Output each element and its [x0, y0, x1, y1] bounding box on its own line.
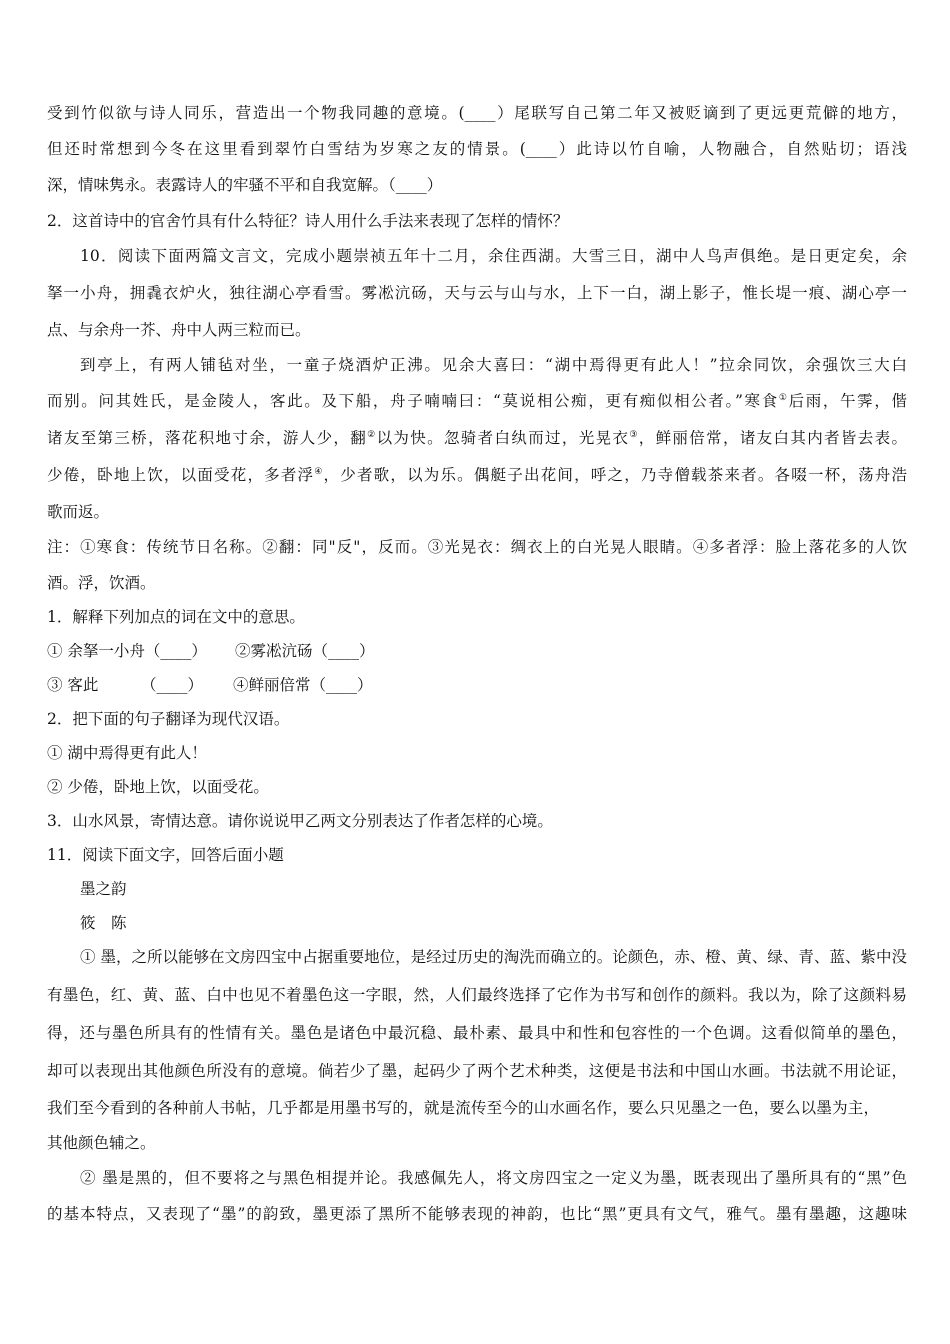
- word-item-1: ① 余拏一小舟（____）: [47, 642, 207, 660]
- footnotes-line-1: 注：①寒食：传统节日名称。②翻：同"反"，反而。③光晃衣：绸衣上的白光晃人眼睛。④多者浮：脸上落花多的人饮: [47, 538, 907, 556]
- article-para-1-line-1: ① 墨，之所以能够在文房四宝中占据重要地位，是经过历史的淘洗而确立的。论颜色，赤、橙、黄、绿、青、蓝、紫中没: [80, 948, 907, 966]
- article-author: 筱 陈: [80, 914, 127, 932]
- word-item-row-2: [47, 675, 373, 695]
- passage-text: 以为快。忽骑者白纨而过，光晃衣: [376, 429, 630, 447]
- word-item-3: ③ 客此: [47, 676, 99, 694]
- poem-analysis-line-1: 受到竹似欲与诗人同乐，营造出一个物我同趣的意境。(____）尾联写自己第二年又被贬谪到了更远更荒僻的地方，: [47, 104, 907, 122]
- article-para-2-line-1: ② 墨是黑的，但不要将之与黑色相提并论。我感佩先人，将文房四宝之一定义为墨，既表现出了墨所具有的“黑”色: [80, 1169, 907, 1187]
- passage-b-line-4: [47, 465, 907, 485]
- passage-text: 后雨，午霁，偕: [788, 392, 907, 410]
- sub-question-3: 3．山水风景，寄情达意。请你说说甲乙两文分别表达了作者怎样的心境。: [47, 812, 553, 830]
- passage-a-line-2: 拏一小舟，拥毳衣炉火，独往湖心亭看雪。雾凇沆砀，天与云与山与水，上下一白，湖上影子，惟长堤一痕、湖心亭一: [47, 284, 907, 302]
- word-item-3-blank: （____）: [141, 676, 204, 694]
- footnote-mark-4: ④: [314, 467, 324, 477]
- footnote-mark-1: ①: [778, 393, 789, 403]
- passage-b-line-2: [47, 391, 907, 411]
- footnotes-line-2: 酒。浮，饮酒。: [47, 574, 156, 592]
- passage-a-line-3: 点、与余舟一芥、舟中人两三粒而已。: [47, 321, 311, 339]
- article-para-2-line-2: 的基本特点，又表现了“墨”的韵致，墨更添了黑所不能够表现的神韵，也比“黑”更具有文气，雅气。墨有墨趣，这趣味: [47, 1205, 907, 1223]
- footnote-mark-3: ③: [629, 430, 639, 440]
- passage-text: ，鲜丽倍常，诸友白其内者皆去表。: [638, 429, 907, 447]
- translate-item-2: ② 少倦，卧地上饮，以面受花。: [47, 778, 269, 796]
- sub-question-2: 2．把下面的句子翻译为现代汉语。: [47, 710, 290, 728]
- article-para-1-line-5: 我们至今看到的各种前人书帖，几乎都是用墨书写的，就是流传至今的山水画名作，要么只见墨之一色，要么以墨为主，: [47, 1099, 879, 1117]
- footnote-mark-2: ②: [367, 430, 377, 440]
- passage-b-line-3: [47, 428, 907, 448]
- question-2-poem: 2．这首诗中的官舍竹具有什么特征？诗人用什么手法来表现了怎样的情怀？: [47, 212, 569, 230]
- sub-question-1: 1．解释下列加点的词在文中的意思。: [47, 608, 305, 626]
- word-item-row-1: [47, 641, 374, 661]
- article-title: 墨之韵: [80, 880, 127, 898]
- article-para-1-line-3: 得，还与墨色所具有的性情有关。墨色是诸色中最沉稳、最朴素、最具中和性和包容性的一个色调。这看似简单的墨色，: [47, 1024, 907, 1042]
- article-para-1-line-6: 其他颜色辅之。: [47, 1134, 156, 1152]
- passage-text: 诸友至第三桥，落花积地寸余，游人少，翻: [47, 429, 368, 447]
- question-10-intro: 10．阅读下面两篇文言文，完成小题崇祯五年十二月，余住西湖。大雪三日，湖中人鸟声俱绝。是日更定矣，余: [80, 247, 907, 265]
- word-item-2: ②雾凇沆砀（____）: [234, 642, 375, 660]
- passage-text: ，少者歌，以为乐。偶艇子出花间，呼之，乃寺僧载茶来者。各啜一杯，荡舟浩: [323, 466, 907, 484]
- poem-analysis-line-3: 深，情味隽永。表露诗人的牢骚不平和自我宽解。（____）: [47, 176, 443, 194]
- passage-b-line-5: 歌而返。: [47, 503, 110, 521]
- translate-item-1: ① 湖中焉得更有此人！: [47, 744, 207, 762]
- passage-b-line-1: 到亭上，有两人铺毡对坐，一童子烧酒炉正沸。见余大喜曰：“湖中焉得更有此人！”拉余同饮，余强饮三大白: [80, 356, 907, 374]
- passage-text: 少倦，卧地上饮，以面受花，多者浮: [47, 466, 315, 484]
- word-item-4: ④鲜丽倍常（____）: [233, 676, 373, 694]
- article-para-1-line-4: 却可以表现出其他颜色所没有的意境。倘若少了墨，起码少了两个艺术种类，这便是书法和中国山水画。书法就不用论证，: [47, 1062, 907, 1080]
- passage-text: 而别。问其姓氏，是金陵人，客此。及下船，舟子喃喃曰：“莫说相公痴，更有痴似相公者。”寒食: [47, 392, 779, 410]
- poem-analysis-line-2: 但还时常想到今冬在这里看到翠竹白雪结为岁寒之友的情景。(____）此诗以竹自喻，人物融合，自然贴切；语浅: [47, 140, 907, 158]
- question-11-intro: 11．阅读下面文字，回答后面小题: [47, 846, 284, 864]
- article-para-1-line-2: 有墨色，红、黄、蓝、白中也见不着墨色这一字眼，然，人们最终选择了它作为书写和创作的颜料。我以为，除了这颜料易: [47, 986, 907, 1004]
